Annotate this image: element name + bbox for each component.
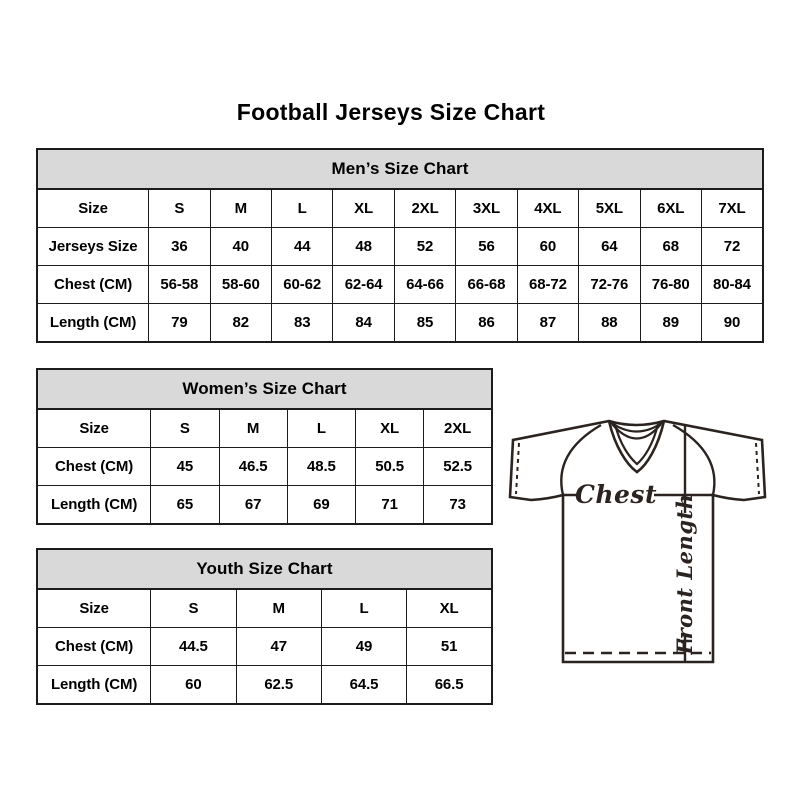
- value-cell: S: [151, 589, 236, 628]
- value-cell: XL: [333, 189, 394, 228]
- value-cell: 52.5: [424, 448, 492, 486]
- value-cell: 85: [394, 304, 455, 343]
- jersey-outline: [510, 421, 765, 662]
- value-cell: 88: [579, 304, 640, 343]
- value-cell: 48.5: [287, 448, 355, 486]
- row-label: Chest (CM): [37, 266, 149, 304]
- row-label: Length (CM): [37, 486, 151, 525]
- value-cell: 51: [407, 628, 492, 666]
- value-cell: 5XL: [579, 189, 640, 228]
- value-cell: 62.5: [236, 666, 321, 705]
- value-cell: 65: [151, 486, 219, 525]
- table-title: Men’s Size Chart: [37, 149, 763, 189]
- value-cell: 66.5: [407, 666, 492, 705]
- chest-label: Chest: [574, 480, 658, 509]
- value-cell: 64-66: [394, 266, 455, 304]
- value-cell: 89: [640, 304, 701, 343]
- value-cell: 83: [272, 304, 333, 343]
- row-label: Chest (CM): [37, 628, 151, 666]
- value-cell: 48: [333, 228, 394, 266]
- value-cell: 67: [219, 486, 287, 525]
- value-cell: 44: [272, 228, 333, 266]
- row-label: Length (CM): [37, 304, 149, 343]
- value-cell: 45: [151, 448, 219, 486]
- table-row: [37, 409, 492, 448]
- value-cell: 40: [210, 228, 271, 266]
- row-label: Chest (CM): [37, 448, 151, 486]
- table-row: [37, 589, 492, 628]
- row-label: Jerseys Size: [37, 228, 149, 266]
- value-cell: M: [236, 589, 321, 628]
- table-row: [37, 189, 763, 228]
- value-cell: 82: [210, 304, 271, 343]
- value-cell: 2XL: [394, 189, 455, 228]
- value-cell: 56: [456, 228, 517, 266]
- value-cell: 86: [456, 304, 517, 343]
- table-row: [37, 486, 492, 525]
- value-cell: 6XL: [640, 189, 701, 228]
- right-cuff-stitch: [756, 443, 759, 494]
- value-cell: 60: [151, 666, 236, 705]
- value-cell: 56-58: [149, 266, 210, 304]
- front-length-label: Front Length: [672, 493, 697, 655]
- value-cell: 46.5: [219, 448, 287, 486]
- value-cell: 72: [701, 228, 763, 266]
- value-cell: 49: [321, 628, 406, 666]
- value-cell: 47: [236, 628, 321, 666]
- vneck-inner: [615, 424, 658, 464]
- value-cell: 64: [579, 228, 640, 266]
- right-armhole-seam: [673, 425, 714, 495]
- value-cell: 62-64: [333, 266, 394, 304]
- value-cell: 76-80: [640, 266, 701, 304]
- mens-size-table: [36, 148, 764, 343]
- row-label: Size: [37, 589, 151, 628]
- value-cell: 69: [287, 486, 355, 525]
- row-label: Length (CM): [37, 666, 151, 705]
- value-cell: 58-60: [210, 266, 271, 304]
- value-cell: 90: [701, 304, 763, 343]
- value-cell: L: [272, 189, 333, 228]
- youth-table-grid: [36, 548, 493, 705]
- table-title: Youth Size Chart: [37, 549, 492, 589]
- womens-table-grid: [36, 368, 493, 525]
- row-label: Size: [37, 189, 149, 228]
- value-cell: 68: [640, 228, 701, 266]
- value-cell: 4XL: [517, 189, 578, 228]
- value-cell: S: [149, 189, 210, 228]
- value-cell: M: [210, 189, 271, 228]
- womens-size-table: [36, 368, 493, 525]
- value-cell: 79: [149, 304, 210, 343]
- page-title: Football Jerseys Size Chart: [236, 99, 546, 125]
- table-title: Women’s Size Chart: [37, 369, 492, 409]
- left-cuff-stitch: [516, 443, 519, 494]
- table-row: [37, 666, 492, 705]
- value-cell: 44.5: [151, 628, 236, 666]
- value-cell: XL: [356, 409, 424, 448]
- jersey-diagram: [505, 413, 775, 668]
- value-cell: 7XL: [701, 189, 763, 228]
- value-cell: 3XL: [456, 189, 517, 228]
- value-cell: 60: [517, 228, 578, 266]
- value-cell: M: [219, 409, 287, 448]
- value-cell: L: [287, 409, 355, 448]
- value-cell: L: [321, 589, 406, 628]
- value-cell: S: [151, 409, 219, 448]
- value-cell: 64.5: [321, 666, 406, 705]
- value-cell: 60-62: [272, 266, 333, 304]
- table-row: [37, 628, 492, 666]
- table-row: [37, 304, 763, 343]
- mens-table-grid: [36, 148, 764, 343]
- table-row: [37, 228, 763, 266]
- value-cell: 52: [394, 228, 455, 266]
- value-cell: 80-84: [701, 266, 763, 304]
- value-cell: XL: [407, 589, 492, 628]
- value-cell: 36: [149, 228, 210, 266]
- value-cell: 50.5: [356, 448, 424, 486]
- table-row: [37, 448, 492, 486]
- row-label: Size: [37, 409, 151, 448]
- table-row: [37, 266, 763, 304]
- value-cell: 87: [517, 304, 578, 343]
- value-cell: 72-76: [579, 266, 640, 304]
- value-cell: 2XL: [424, 409, 492, 448]
- youth-size-table: [36, 548, 493, 705]
- value-cell: 68-72: [517, 266, 578, 304]
- value-cell: 73: [424, 486, 492, 525]
- value-cell: 84: [333, 304, 394, 343]
- value-cell: 71: [356, 486, 424, 525]
- value-cell: 66-68: [456, 266, 517, 304]
